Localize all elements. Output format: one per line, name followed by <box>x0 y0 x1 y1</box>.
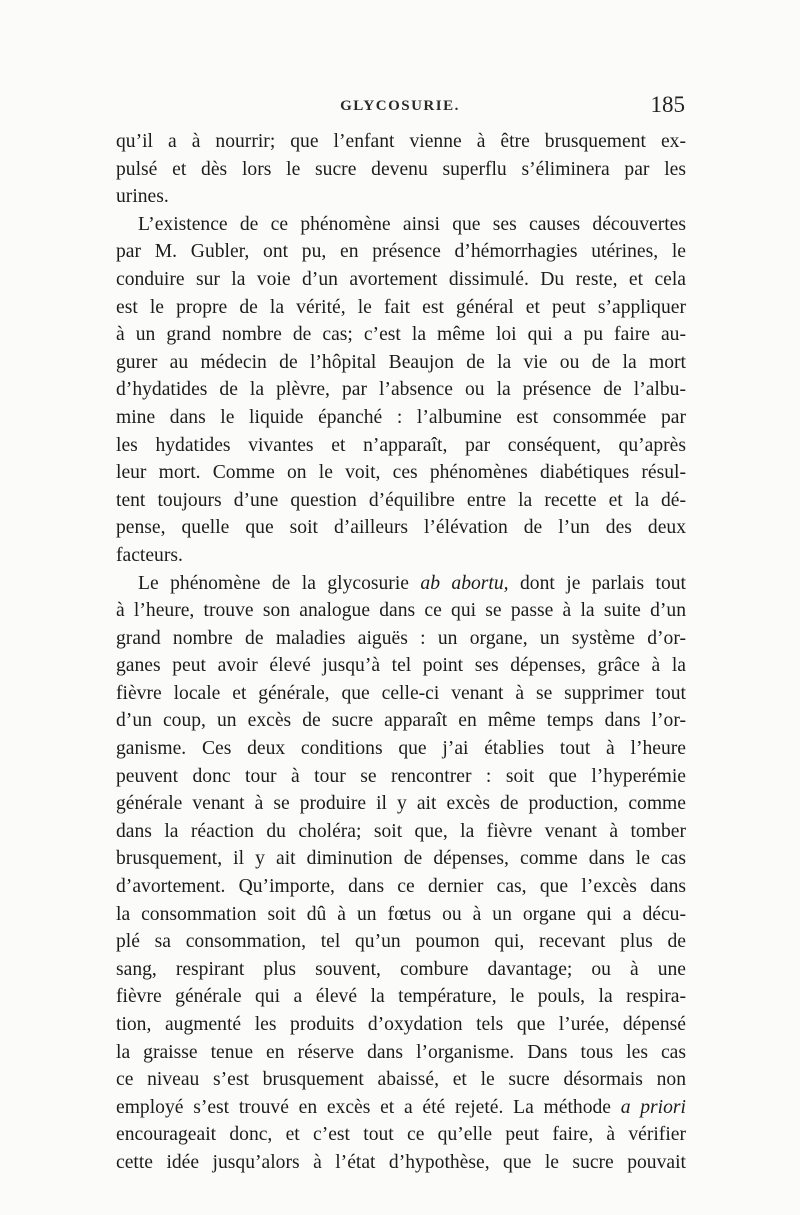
text-line: plé sa consommation, tel qu’un poumon qui, recevant plus de <box>116 931 686 953</box>
paragraph-first-line: Le phénomène de la glycosurie ab abortu, dont je parlais tout <box>138 572 686 594</box>
text-line: employé s’est trouvé en excès et a été rejeté. La méthode a priori <box>116 1096 686 1118</box>
text-line: tion, augmenté les produits d’oxydation tels que l’urée, dépensé <box>116 1014 686 1035</box>
italic-term: a priori <box>620 1096 686 1118</box>
text-line: ce niveau s’est brusquement abaissé, et le sucre désormais non <box>116 1069 686 1091</box>
text-line: conduire sur la voie d’un avortement dissimulé. Du reste, et cela <box>116 268 686 290</box>
text-line: grand nombre de maladies aiguës : un organe, un système d’or- <box>116 627 686 649</box>
text-line: sang, respirant plus souvent, combure davantage; ou à une <box>116 958 686 980</box>
text-line: brusquement, il y ait diminution de dépenses, comme dans le cas <box>116 848 686 870</box>
text-line: ganisme. Ces deux conditions que j’ai établies tout à l’heure <box>116 738 686 760</box>
text-line: facteurs. <box>116 544 183 566</box>
text-line: par M. Gubler, ont pu, en présence d’hémorrhagies utérines, le <box>116 241 686 263</box>
text-line: gurer au médecin de l’hôpital Beaujon de la vie ou de la mort <box>116 351 686 373</box>
italic-term: ab abortu, <box>420 572 509 594</box>
text-line: urines. <box>116 186 169 208</box>
paragraph-first-line: L’existence de ce phénomène ainsi que ses causes découvertes <box>138 213 686 235</box>
page-number: 185 <box>650 92 685 117</box>
text-line: d’hydatides de la plèvre, par l’absence ou la présence de l’albu- <box>116 379 686 401</box>
running-head <box>115 92 685 122</box>
text-line: générale venant à se produire il y ait excès de production, comme <box>116 793 686 815</box>
text-line: qu’il a à nourrir; que l’enfant vienne à être brusquement ex- <box>116 131 686 152</box>
text-line: cette idée jusqu’alors à l’état d’hypothèse, que le sucre pouvait <box>116 1151 686 1173</box>
text-line: dans la réaction du choléra; soit que, la fièvre venant à tomber <box>116 820 686 842</box>
text-line: fièvre locale et générale, que celle-ci venant à se supprimer tout <box>116 682 686 704</box>
text-line: d’avortement. Qu’importe, dans ce dernier cas, que l’excès dans <box>116 876 686 898</box>
text-line: fièvre générale qui a élevé la température, le pouls, la respira- <box>116 986 686 1008</box>
text-line: pense, quelle que soit d’ailleurs l’élévation de l’un des deux <box>116 517 686 539</box>
text-line: ganes peut avoir élevé jusqu’à tel point ses dépenses, grâce à la <box>116 655 686 677</box>
text-line: est le propre de la vérité, le fait est général et peut s’appliquer <box>116 296 686 318</box>
text-line: leur mort. Comme on le voit, ces phénomènes diabétiques résul- <box>116 462 686 484</box>
text-line: à l’heure, trouve son analogue dans ce qui se passe à la suite d’un <box>116 600 686 622</box>
text-line: la consommation soit dû à un fœtus ou à un organe qui a décu- <box>116 903 686 925</box>
text-line: pulsé et dès lors le sucre devenu superflu s’éliminera par les <box>116 158 686 180</box>
text-line: d’un coup, un excès de sucre apparaît en même temps dans l’or- <box>116 710 686 732</box>
text-line: mine dans le liquide épanché : l’albumine est consommée par <box>116 406 686 428</box>
body-text <box>116 128 686 1177</box>
running-title: GLYCOSURIE. <box>340 98 460 114</box>
text-line: peuvent donc tour à tour se rencontrer : soit que l’hyperémie <box>116 765 686 787</box>
text-line: la graisse tenue en réserve dans l’organisme. Dans tous les cas <box>116 1041 686 1063</box>
text-line: encourageait donc, et c’est tout ce qu’elle peut faire, à vérifier <box>116 1124 686 1146</box>
text-line: tent toujours d’une question d’équilibre entre la recette et la dé- <box>116 489 686 511</box>
text-line: à un grand nombre de cas; c’est la même loi qui a pu faire au- <box>116 324 686 346</box>
text-line: les hydatides vivantes et n’apparaît, par conséquent, qu’après <box>116 434 686 456</box>
